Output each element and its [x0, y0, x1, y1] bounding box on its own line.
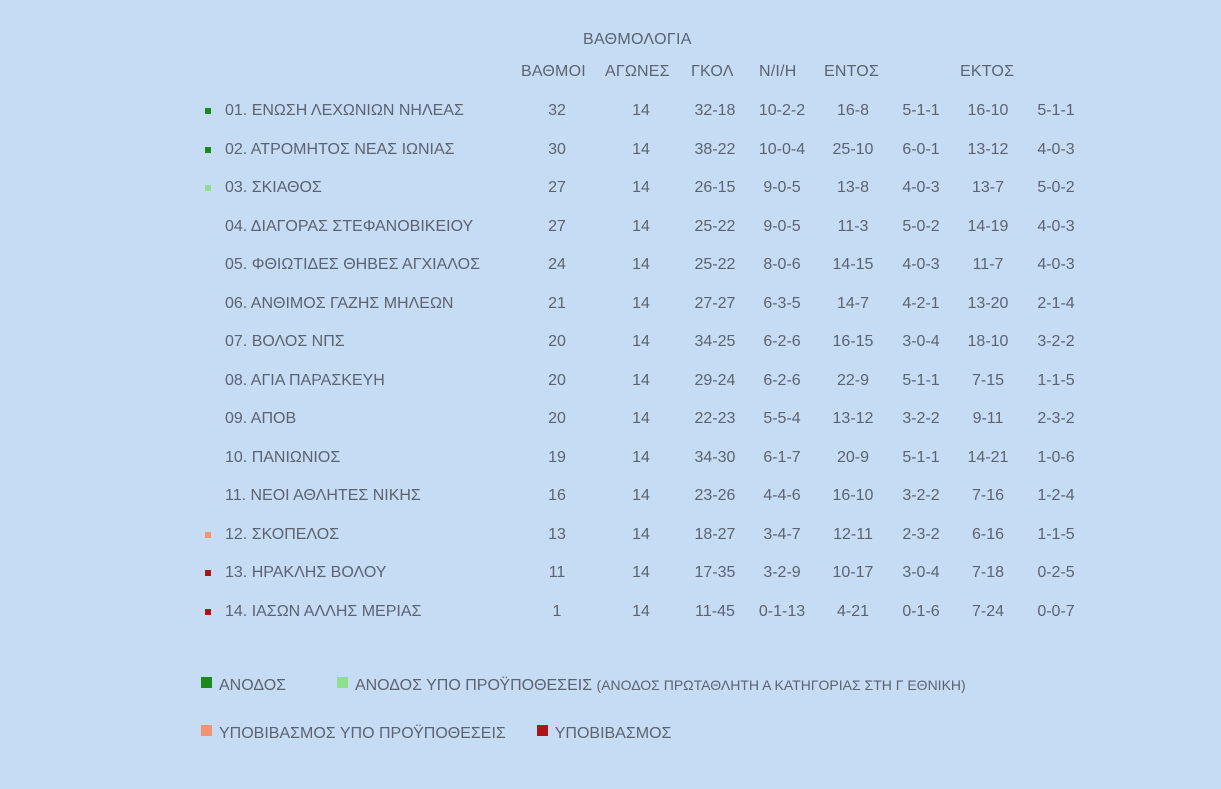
- legend-relegation: ΥΠΟΒΙΒΑΣΜΟΣ: [554, 725, 672, 742]
- cell-goals: 22-23: [694, 410, 736, 427]
- team-name: 12. ΣΚΟΠΕΛΟΣ: [225, 525, 340, 543]
- cell-home-goals: 14-7: [836, 294, 870, 312]
- table-row: [0, 564, 1221, 588]
- cell-wdl: 5-5-4: [763, 410, 801, 427]
- cell-home-wdl: 3-2-2: [902, 410, 940, 427]
- cell-wdl: 9-0-5: [763, 179, 801, 196]
- cell-away-goals: 7-18: [971, 564, 1005, 581]
- cell-games: 14: [632, 140, 650, 158]
- cell-points: 11: [548, 564, 566, 581]
- cell-wdl: 10-2-2: [758, 102, 806, 119]
- table-row: [0, 179, 1221, 203]
- cell-games: 14: [632, 256, 650, 273]
- table-row: [0, 449, 1221, 473]
- cell-wdl: 9-0-5: [763, 217, 801, 235]
- cell-home-goals: 22-9: [836, 371, 870, 389]
- cell-home-goals: 13-8: [836, 179, 870, 196]
- cell-goals: 32-18: [694, 102, 736, 119]
- cell-wdl: 4-4-6: [763, 487, 801, 504]
- table-row: [0, 102, 1221, 126]
- cell-away-wdl: 3-2-2: [1037, 333, 1075, 350]
- cell-home-wdl: 5-1-1: [902, 102, 940, 119]
- cell-home-goals: 20-9: [836, 448, 870, 466]
- team-name: 06. ΑΝΘΙΜΟΣ ΓΑΖΗΣ ΜΗΛΕΩΝ: [225, 294, 454, 312]
- cell-away-goals: 13-7: [971, 179, 1005, 196]
- cell-goals: 25-22: [694, 217, 736, 235]
- legend-row-1: [201, 677, 966, 695]
- conditional-promotion-swatch: [337, 677, 348, 688]
- cell-points: 30: [548, 140, 566, 158]
- cell-points: 20: [548, 371, 566, 389]
- team-name: 03. ΣΚΙΑΘΟΣ: [225, 179, 322, 196]
- cell-home-wdl: 2-3-2: [902, 525, 940, 543]
- table-row: [0, 295, 1221, 319]
- cell-home-goals: 4-21: [836, 602, 870, 620]
- cell-wdl: 3-2-9: [763, 564, 801, 581]
- cell-away-wdl: 1-2-4: [1037, 487, 1075, 504]
- status-marker: [205, 570, 211, 576]
- header-goals: ΓΚΟΛ: [691, 63, 734, 80]
- cell-home-wdl: 4-0-3: [902, 256, 940, 273]
- cell-points: 27: [548, 179, 566, 196]
- cell-wdl: 8-0-6: [763, 256, 801, 273]
- cell-home-wdl: 3-2-2: [902, 487, 940, 504]
- cell-away-goals: 7-24: [971, 602, 1005, 620]
- cell-wdl: 6-1-7: [763, 448, 801, 466]
- table-row: [0, 526, 1221, 550]
- cell-away-wdl: 4-0-3: [1037, 256, 1075, 273]
- table-row: [0, 141, 1221, 165]
- cell-points: 19: [548, 448, 566, 466]
- cell-home-goals: 16-8: [836, 102, 870, 119]
- cell-home-wdl: 3-0-4: [902, 333, 940, 350]
- cell-goals: 29-24: [694, 371, 736, 389]
- team-name: 10. ΠΑΝΙΩΝΙΟΣ: [225, 448, 341, 466]
- header-away: ΕΚΤΟΣ: [960, 63, 1015, 80]
- cell-games: 14: [632, 602, 650, 620]
- table-row: [0, 487, 1221, 511]
- cell-home-wdl: 4-0-3: [902, 179, 940, 196]
- cell-away-goals: 9-11: [972, 410, 1004, 427]
- cell-away-wdl: 0-2-5: [1037, 564, 1075, 581]
- header-home: ΕΝΤΟΣ: [824, 63, 880, 80]
- cell-wdl: 3-4-7: [763, 525, 801, 543]
- cell-games: 14: [632, 525, 650, 543]
- cell-goals: 23-26: [694, 487, 736, 504]
- team-name: 13. ΗΡΑΚΛΗΣ ΒΟΛΟΥ: [225, 564, 387, 581]
- cell-away-wdl: 0-0-7: [1037, 602, 1075, 620]
- cell-away-wdl: 1-1-5: [1037, 371, 1075, 389]
- status-marker: [205, 185, 211, 191]
- cell-away-wdl: 2-3-2: [1037, 410, 1075, 427]
- status-marker: [205, 108, 211, 114]
- cell-games: 14: [632, 564, 650, 581]
- cell-away-goals: 7-16: [971, 487, 1005, 504]
- cell-games: 14: [632, 102, 650, 119]
- cell-home-wdl: 0-1-6: [902, 602, 940, 620]
- cell-home-goals: 16-15: [832, 333, 874, 350]
- cell-goals: 17-35: [694, 564, 736, 581]
- cell-home-goals: 11-3: [837, 217, 869, 235]
- cell-home-wdl: 5-0-2: [902, 217, 940, 235]
- cell-away-wdl: 4-0-3: [1037, 217, 1075, 235]
- cell-away-goals: 18-10: [967, 333, 1009, 350]
- team-name: 11. ΝΕΟΙ ΑΘΛΗΤΕΣ ΝΙΚΗΣ: [225, 487, 421, 504]
- relegation-swatch: [537, 725, 548, 736]
- cell-wdl: 10-0-4: [758, 140, 806, 158]
- legend-conditional-promotion-note: (ΑΝΟΔΟΣ ΠΡΩΤΑΘΛΗΤΗ Α ΚΑΤΗΓΟΡΙΑΣ ΣΤΗ Γ ΕΘΝΙΚΗ): [596, 677, 966, 693]
- cell-points: 27: [548, 217, 566, 235]
- cell-games: 14: [632, 410, 650, 427]
- cell-games: 14: [632, 333, 650, 350]
- team-name: 07. ΒΟΛΟΣ ΝΠΣ: [225, 333, 345, 350]
- legend-conditional-promotion: ΑΝΟΔΟΣ ΥΠΟ ΠΡΟΫΠΟΘΕΣΕΙΣ: [354, 677, 593, 694]
- cell-goals: 11-45: [695, 602, 735, 620]
- header-points: ΒΑΘΜΟΙ: [521, 63, 586, 80]
- cell-goals: 18-27: [694, 525, 736, 543]
- legend-conditional-relegation: ΥΠΟΒΙΒΑΣΜΟΣ ΥΠΟ ΠΡΟΫΠΟΘΕΣΕΙΣ: [219, 725, 506, 742]
- cell-away-goals: 6-16: [971, 525, 1005, 543]
- cell-away-goals: 11-7: [972, 256, 1004, 273]
- team-name: 02. ΑΤΡΟΜΗΤΟΣ ΝΕΑΣ ΙΩΝΙΑΣ: [225, 140, 455, 158]
- cell-away-wdl: 1-0-6: [1037, 448, 1075, 466]
- cell-home-goals: 10-17: [832, 564, 874, 581]
- team-name: 04. ΔΙΑΓΟΡΑΣ ΣΤΕΦΑΝΟΒΙΚΕΙΟΥ: [225, 217, 474, 235]
- cell-goals: 38-22: [694, 140, 736, 158]
- conditional-relegation-swatch: [201, 725, 212, 736]
- standings-title: ΒΑΘΜΟΛΟΓΙΑ: [583, 31, 692, 48]
- status-marker: [205, 147, 211, 153]
- cell-home-goals: 12-11: [833, 525, 873, 543]
- legend-promotion: ΑΝΟΔΟΣ: [219, 677, 287, 694]
- team-name: 09. ΑΠΟΒ: [225, 410, 297, 427]
- cell-wdl: 0-1-13: [758, 602, 806, 620]
- cell-games: 14: [632, 217, 650, 235]
- cell-away-goals: 13-20: [967, 294, 1009, 312]
- team-name: 08. ΑΓΙΑ ΠΑΡΑΣΚΕΥΗ: [225, 371, 385, 389]
- cell-away-goals: 16-10: [967, 102, 1009, 119]
- cell-away-wdl: 2-1-4: [1037, 294, 1075, 312]
- table-row: [0, 372, 1221, 396]
- table-row: [0, 410, 1221, 434]
- cell-home-wdl: 4-2-1: [902, 294, 940, 312]
- cell-goals: 34-25: [694, 333, 736, 350]
- cell-away-wdl: 4-0-3: [1037, 140, 1075, 158]
- cell-home-wdl: 3-0-4: [902, 564, 940, 581]
- table-row: [0, 218, 1221, 242]
- cell-games: 14: [632, 448, 650, 466]
- header-games: ΑΓΩΝΕΣ: [605, 63, 670, 80]
- table-row: [0, 333, 1221, 357]
- cell-goals: 27-27: [694, 294, 736, 312]
- status-marker: [205, 609, 211, 615]
- status-marker: [205, 532, 211, 538]
- cell-home-goals: 16-10: [832, 487, 874, 504]
- cell-points: 20: [548, 333, 566, 350]
- cell-away-goals: 13-12: [967, 140, 1009, 158]
- team-name: 05. ΦΘΙΩΤΙΔΕΣ ΘΗΒΕΣ ΑΓΧΙΑΛΟΣ: [225, 256, 480, 273]
- cell-home-wdl: 6-0-1: [902, 140, 940, 158]
- cell-games: 14: [632, 371, 650, 389]
- cell-away-wdl: 5-0-2: [1037, 179, 1075, 196]
- cell-points: 1: [552, 602, 562, 620]
- cell-points: 20: [548, 410, 566, 427]
- cell-games: 14: [632, 294, 650, 312]
- cell-points: 16: [548, 487, 566, 504]
- table-row: [0, 603, 1221, 627]
- cell-away-goals: 14-19: [967, 217, 1009, 235]
- cell-points: 24: [548, 256, 566, 273]
- cell-home-wdl: 5-1-1: [902, 371, 940, 389]
- cell-goals: 25-22: [694, 256, 736, 273]
- promotion-swatch: [201, 677, 212, 688]
- table-row: [0, 256, 1221, 280]
- cell-points: 13: [548, 525, 566, 543]
- cell-away-wdl: 5-1-1: [1037, 102, 1075, 119]
- team-name: 01. ΕΝΩΣΗ ΛΕΧΩΝΙΩΝ ΝΗΛΕΑΣ: [225, 102, 464, 119]
- cell-points: 32: [548, 102, 566, 119]
- cell-home-goals: 13-12: [832, 410, 874, 427]
- legend-row-2: [201, 725, 671, 743]
- cell-games: 14: [632, 487, 650, 504]
- cell-away-goals: 7-15: [971, 371, 1005, 389]
- cell-home-wdl: 5-1-1: [902, 448, 940, 466]
- cell-home-goals: 25-10: [832, 140, 874, 158]
- header-wdl: Ν/Ι/Η: [759, 63, 797, 80]
- cell-wdl: 6-3-5: [763, 294, 801, 312]
- cell-goals: 34-30: [694, 448, 736, 466]
- cell-games: 14: [632, 179, 650, 196]
- cell-wdl: 6-2-6: [763, 333, 801, 350]
- team-name: 14. ΙΑΣΩΝ ΑΛΛΗΣ ΜΕΡΙΑΣ: [225, 602, 422, 620]
- cell-away-goals: 14-21: [967, 448, 1009, 466]
- cell-home-goals: 14-15: [832, 256, 874, 273]
- cell-goals: 26-15: [694, 179, 736, 196]
- cell-points: 21: [548, 294, 566, 312]
- cell-away-wdl: 1-1-5: [1037, 525, 1075, 543]
- cell-wdl: 6-2-6: [763, 371, 801, 389]
